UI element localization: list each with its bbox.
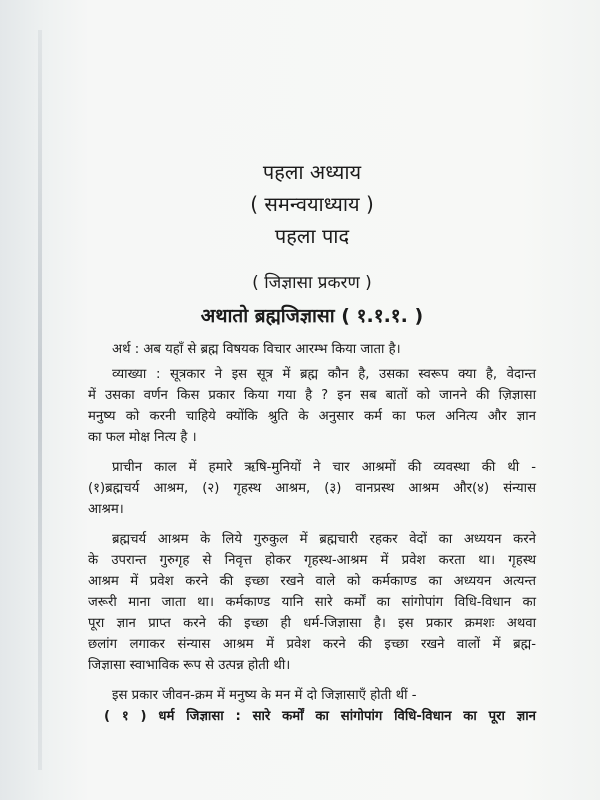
chapter-title: पहला अध्याय [262, 160, 362, 184]
text-line: (१)ब्रह्मचर्य आश्रम, (२) गृहस्थ आश्रम, (३) वानप्रस्थ आश्रम और(४) संन्यास [88, 481, 536, 496]
text-line: प्राचीन काल में हमारे ऋषि-मुनियों ने चार आश्रमों की व्यवस्था की थी - [112, 460, 536, 475]
page-text [88, 0, 536, 800]
text-line: आश्रम में प्रवेश करने की इच्छा रखने वाले को कर्मकाण्ड का अध्ययन अत्यन्त [88, 574, 536, 589]
chapter-name: ( समन्वयाध्याय ) [250, 192, 374, 216]
text-line: आश्रम। [88, 502, 124, 517]
text-line: के उपरान्त गुरुगृह से निवृत्त होकर गृहस्थ-आश्रम में प्रवेश करता था। गृहस्थ [88, 553, 536, 568]
text-line: जिज्ञासा स्वाभाविक रूप से उत्पन्न होती थी। [88, 658, 291, 673]
prakaran-title: ( जिज्ञासा प्रकरण ) [252, 273, 372, 293]
text-line: इस प्रकार जीवन-क्रम में मनुष्य के मन में दो जिज्ञासाएँ होती थीं - [112, 688, 417, 703]
page-fold-shadow [38, 30, 42, 770]
text-line: ब्रह्मचर्य आश्रम के लिये गुरुकुल में ब्रह्मचारी रहकर वेदों का अध्ययन करने [112, 532, 536, 547]
text-line: का फल मोक्ष नित्य है । [88, 430, 197, 445]
meaning-line: अर्थ : अब यहाँ से ब्रह्म विषयक विचार आरम्भ किया जाता है। [112, 342, 401, 357]
text-line: व्याख्या : सूत्रकार ने इस सूत्र में ब्रह्म कौन है, उसका स्वरूप क्या है, वेदान्त [112, 367, 536, 382]
dharma-jigyasa-line: ( १ ) धर्म जिज्ञासा : सारे कर्मों का सांगोपांग विधि-विधान का पूरा ज्ञान [104, 709, 536, 724]
sutra-heading: अथातो ब्रह्मजिज्ञासा ( १.१.१. ) [200, 305, 424, 327]
text-line: में उसका वर्णन किस प्रकार किया गया है ? इन सब बातों को जानने की ज़िज्ञासा [88, 388, 536, 403]
text-line: जरूरी माना जाता था। कर्मकाण्ड यानि सारे कर्मों का सांगोपांग विधि-विधान का [88, 595, 536, 610]
text-line: छलांग लगाकर संन्यास आश्रम में प्रवेश करने की इच्छा रखने वालों में ब्रह्म- [88, 637, 536, 652]
text-line: मनुष्य को करनी चाहिये क्योंकि श्रुति के अनुसार कर्म का फल अनित्य और ज्ञान [88, 409, 536, 424]
text-line: पूरा ज्ञान प्राप्त करने की इच्छा ही धर्म-जिज्ञासा है। इस प्रकार क्रमशः अथवा [88, 616, 536, 631]
pada-title: पहला पाद [274, 224, 350, 248]
